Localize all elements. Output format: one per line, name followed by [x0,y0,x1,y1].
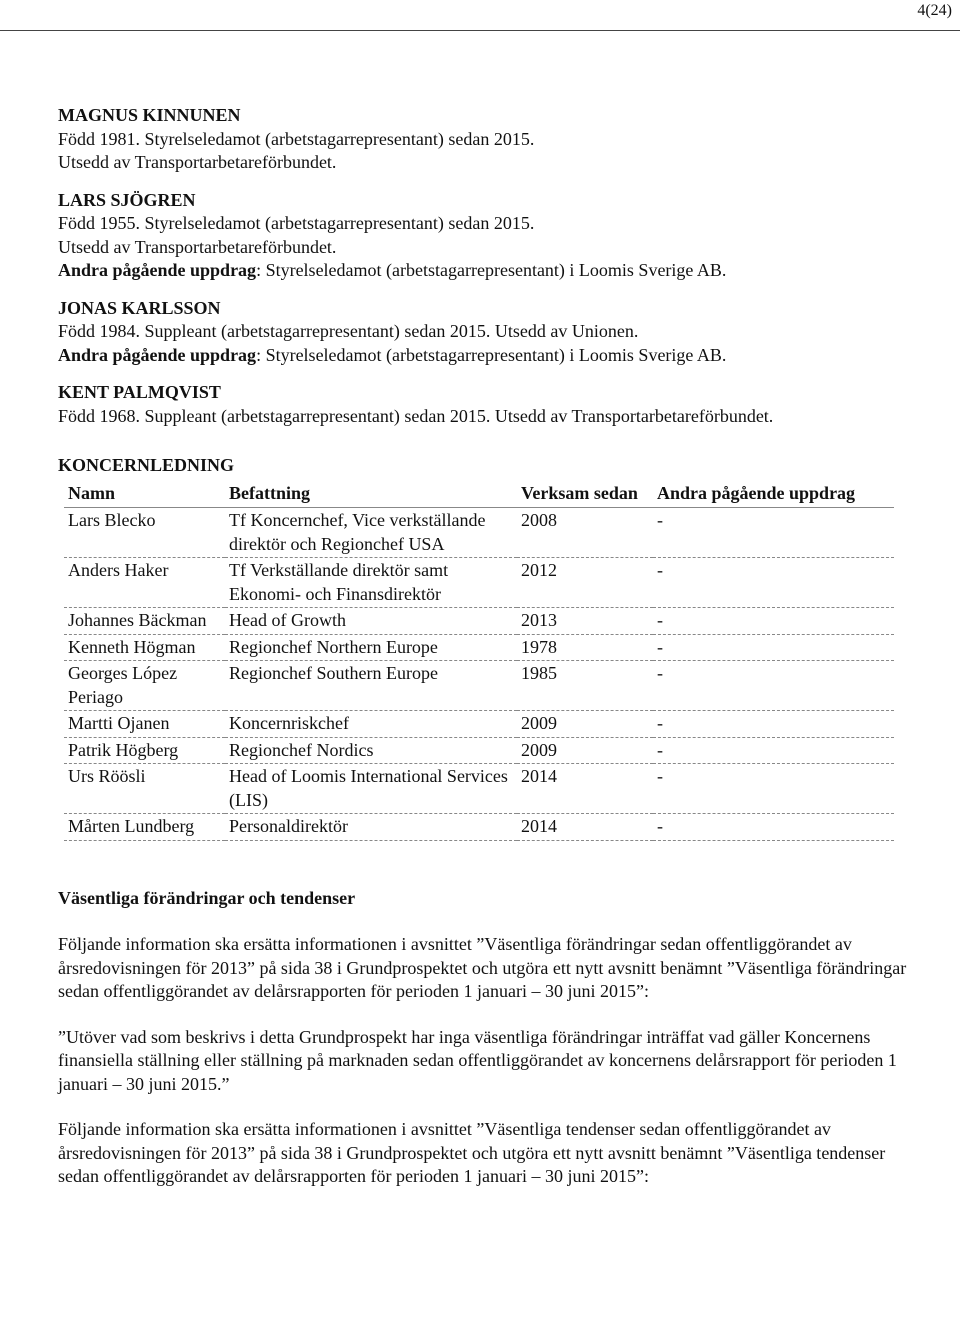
table-row [64,814,894,841]
cell-other: - [653,508,894,558]
cell-name: Kenneth Högman [64,634,225,661]
table-row [64,608,894,635]
board-member-detail: Utsedd av Transportarbetareförbundet. [58,236,337,257]
management-table [64,482,894,841]
cell-position: Koncernriskchef [225,711,517,738]
cell-name: Anders Haker [64,558,225,608]
cell-since: 2009 [517,711,653,738]
cell-other: - [653,764,894,814]
cell-other: - [653,814,894,841]
page-number: 4(24) [917,2,952,19]
cell-other: - [653,634,894,661]
table-row [64,764,894,814]
cell-name: Mårten Lundberg [64,814,225,841]
table-row [64,661,894,711]
board-member-detail: Utsedd av Transportarbetareförbundet. [58,152,337,172]
changes-heading: Väsentliga förändringar och tendenser [58,887,356,908]
other-assignments-label: Andra pågående uppdrag [58,260,257,280]
cell-since: 2014 [517,764,653,814]
header-since: Verksam sedan [517,482,653,508]
cell-position: Regionchef Nordics [225,737,517,764]
board-member-other-assignments [58,344,908,368]
header-other: Andra pågående uppdrag [653,482,894,508]
paragraph: Följande information ska ersätta informationen i avsnittet ”Väsentliga förändringar sedan offentliggörandet av årsredovisningen för 2013” på sida 38 i Grundprospektet och utgöra ett nytt avsnitt benämnt ”Väsentliga förändringar sedan offentliggörandet av delårsrapporten för perioden 1 januari – 30 juni 2015”: [58,934,907,1001]
cell-since: 2012 [517,558,653,608]
table-row [64,558,894,608]
table-row [64,711,894,738]
header-position: Befattning [225,482,517,508]
board-member-name: LARS SJÖGREN [58,189,196,210]
board-member [58,297,908,368]
table-row [64,508,894,558]
board-member-name: MAGNUS KINNUNEN [58,105,241,125]
cell-other: - [653,608,894,635]
paragraph: Följande information ska ersätta informationen i avsnittet ”Väsentliga tendenser sedan offentliggörandet av årsredovisningen för 2013” på sida 38 i Grundprospektet och utgöra ett nytt avsnitt benämnt ”Väsentliga tendenser sedan offentliggörandet av delårsrapporten för perioden 1 januari – 30 juni 2015”: [58,1119,886,1186]
other-assignments-label: Andra pågående uppdrag [58,344,257,365]
header-name: Namn [64,482,225,508]
cell-name: Johannes Bäckman [64,608,225,635]
management-rows [64,508,894,841]
board-member-other-assignments [58,259,908,283]
board-member-name: JONAS KARLSSON [58,297,221,318]
cell-name: Lars Blecko [64,508,225,558]
cell-position: Tf Verkställande direktör samt Ekonomi- och Finansdirektör [225,558,517,608]
table-row [64,634,894,661]
cell-position: Tf Koncernchef, Vice verkställande direktör och Regionchef USA [225,508,517,558]
cell-since: 1985 [517,661,653,711]
cell-since: 2013 [517,608,653,635]
cell-other: - [653,711,894,738]
cell-since: 1978 [517,634,653,661]
board-member-detail: Född 1968. Suppleant (arbetstagarrepresentant) sedan 2015. Utsedd av Transportarbetareförbundet. [58,405,774,426]
document-body [58,104,908,1211]
table-row [64,737,894,764]
board-member-name: KENT PALMQVIST [58,382,221,402]
cell-position: Head of Loomis International Services (LIS) [225,764,517,814]
board-member-detail: Född 1981. Styrelseledamot (arbetstagarrepresentant) sedan 2015. [58,128,535,149]
board-member-detail: Född 1955. Styrelseledamot (arbetstagarrepresentant) sedan 2015. [58,213,535,233]
management-heading: KONCERNLEDNING [58,455,235,475]
cell-name: Martti Ojanen [64,711,225,738]
other-assignments-text: : Styrelseledamot (arbetstagarrepresentant) i Loomis Sverige AB. [256,260,727,280]
cell-other: - [653,737,894,764]
changes-paragraphs [58,933,908,1189]
other-assignments-text: : Styrelseledamot (arbetstagarrepresentant) i Loomis Sverige AB. [256,344,727,365]
cell-name: Georges López Periago [64,661,225,711]
cell-other: - [653,558,894,608]
board-member [58,381,908,428]
cell-position: Regionchef Southern Europe [225,661,517,711]
table-header-row [64,482,894,508]
cell-position: Head of Growth [225,608,517,635]
cell-position: Personaldirektör [225,814,517,841]
cell-since: 2009 [517,737,653,764]
cell-position: Regionchef Northern Europe [225,634,517,661]
cell-name: Urs Röösli [64,764,225,814]
header-rule [0,30,960,31]
paragraph: ”Utöver vad som beskrivs i detta Grundprospekt har inga väsentliga förändringar inträffat vad gäller Koncernens finansiella ställning eller ställning på marknaden sedan offentliggörandet av koncernens delårsrapport för perioden 1 januari – 30 juni 2015.” [58,1026,897,1094]
board-member [58,104,908,175]
cell-other: - [653,661,894,711]
board-members [58,104,908,428]
board-member-detail: Född 1984. Suppleant (arbetstagarrepresentant) sedan 2015. Utsedd av Unionen. [58,321,639,341]
cell-name: Patrik Högberg [64,737,225,764]
board-member [58,189,908,283]
cell-since: 2008 [517,508,653,558]
cell-since: 2014 [517,814,653,841]
